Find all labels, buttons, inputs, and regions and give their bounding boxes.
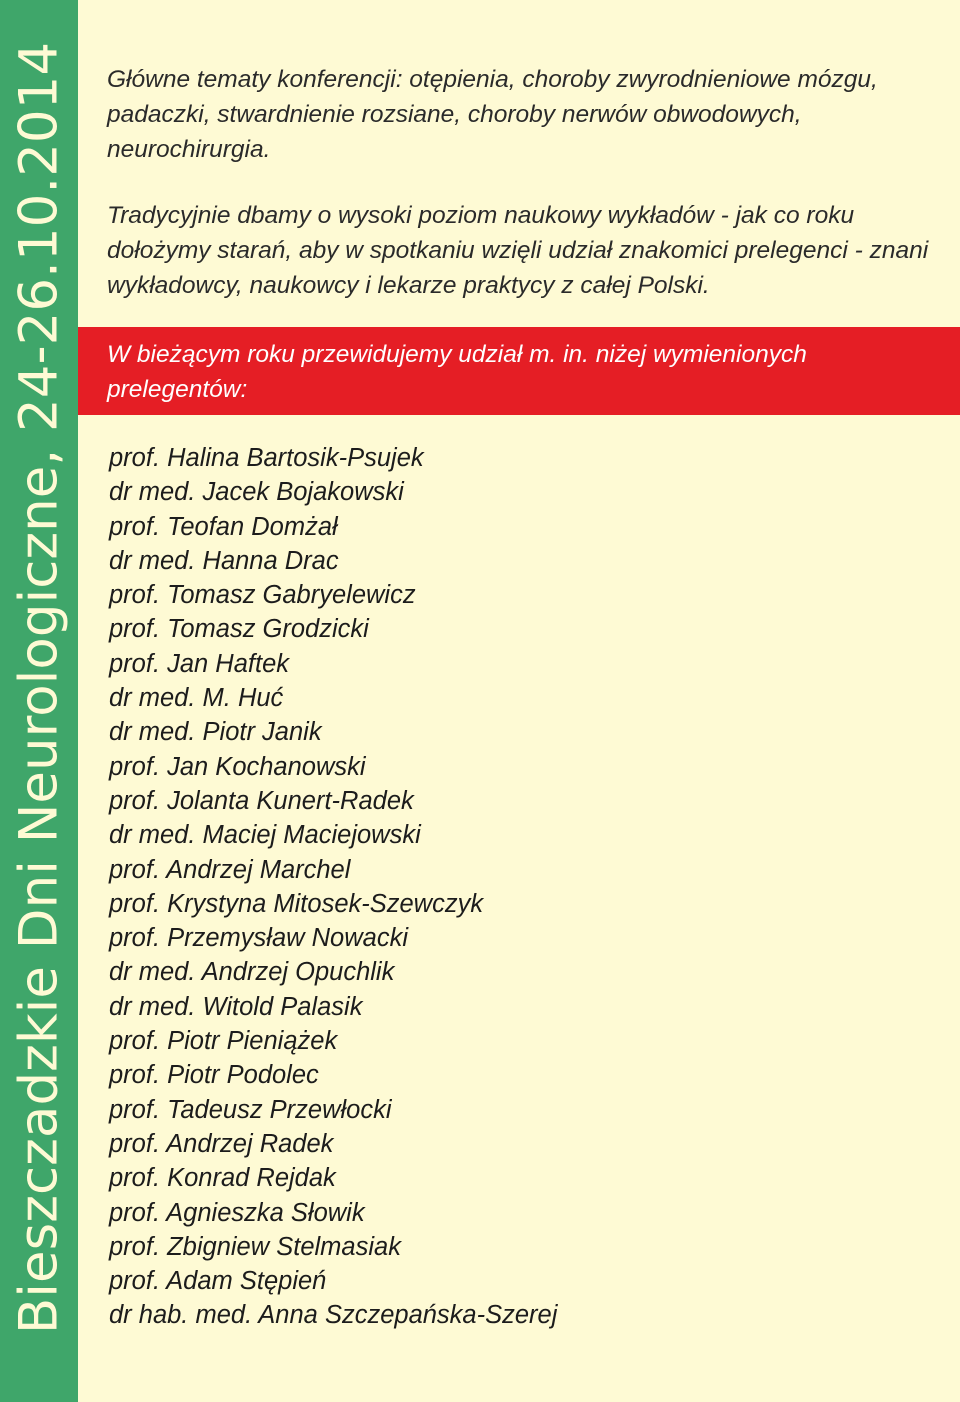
speakers-list [109,441,557,1333]
speaker-item: prof. Teofan Domżał [109,512,338,541]
speaker-item: prof. Andrzej Radek [109,1129,334,1158]
side-band [0,0,78,1402]
speaker-item: prof. Jolanta Kunert-Radek [109,786,414,815]
speaker-item: prof. Konrad Rejdak [109,1164,336,1193]
speaker-item: prof. Piotr Pieniążek [109,1027,338,1056]
tradition-paragraph: Tradycyjnie dbamy o wysoki poziom naukowy wykładów - jak co roku dołożymy starań, aby w spotkaniu wzięli udział znakomici prelegenci - znani wykładowcy, naukowcy i lekarze praktycy z całej Polski. [107,202,929,299]
speakers-announcement-banner [78,327,960,415]
topics-paragraph: Główne tematy konferencji: otępienia, choroby zwyrodnieniowe mózgu, padaczki, stwardnienie rozsiane, choroby nerwów obwodowych, neurochirurgia. [107,66,878,163]
speakers-announcement-text: W bieżącym roku przewidujemy udział m. in. niżej wymienionych prelegentów: [107,341,807,403]
speaker-item: prof. Halina Bartosik-Psujek [109,444,424,472]
speaker-item: dr med. Piotr Janik [109,718,322,747]
speaker-item: dr med. Maciej Maciejowski [109,821,421,850]
conference-title: Bieszczadzkie Dni Neurologiczne, 24-26.10.2014 [8,41,70,1335]
speaker-item: prof. Tomasz Grodzicki [109,615,369,644]
speaker-item: prof. Zbigniew Stelmasiak [109,1232,401,1261]
speaker-item: prof. Tomasz Gabryelewicz [109,581,416,610]
speaker-item: dr med. Andrzej Opuchlik [109,958,395,987]
speaker-item: dr med. Witold Palasik [109,992,363,1021]
speaker-item: dr med. M. Huć [109,684,284,713]
speaker-item: prof. Jan Kochanowski [109,752,366,781]
speaker-item: prof. Przemysław Nowacki [109,924,408,953]
speaker-item: dr hab. med. Anna Szczepańska-Szerej [109,1301,558,1330]
speaker-item: prof. Jan Haftek [109,649,290,678]
speaker-item: prof. Tadeusz Przewłocki [109,1095,392,1124]
speaker-item: dr med. Jacek Bojakowski [109,478,404,507]
speaker-item: prof. Andrzej Marchel [109,855,351,884]
speaker-item: prof. Adam Stępień [109,1267,327,1296]
speaker-item: prof. Agnieszka Słowik [109,1198,365,1227]
speaker-item: prof. Piotr Podolec [109,1061,319,1090]
speaker-item: prof. Krystyna Mitosek-Szewczyk [109,889,484,918]
speaker-item: dr med. Hanna Drac [109,546,339,575]
